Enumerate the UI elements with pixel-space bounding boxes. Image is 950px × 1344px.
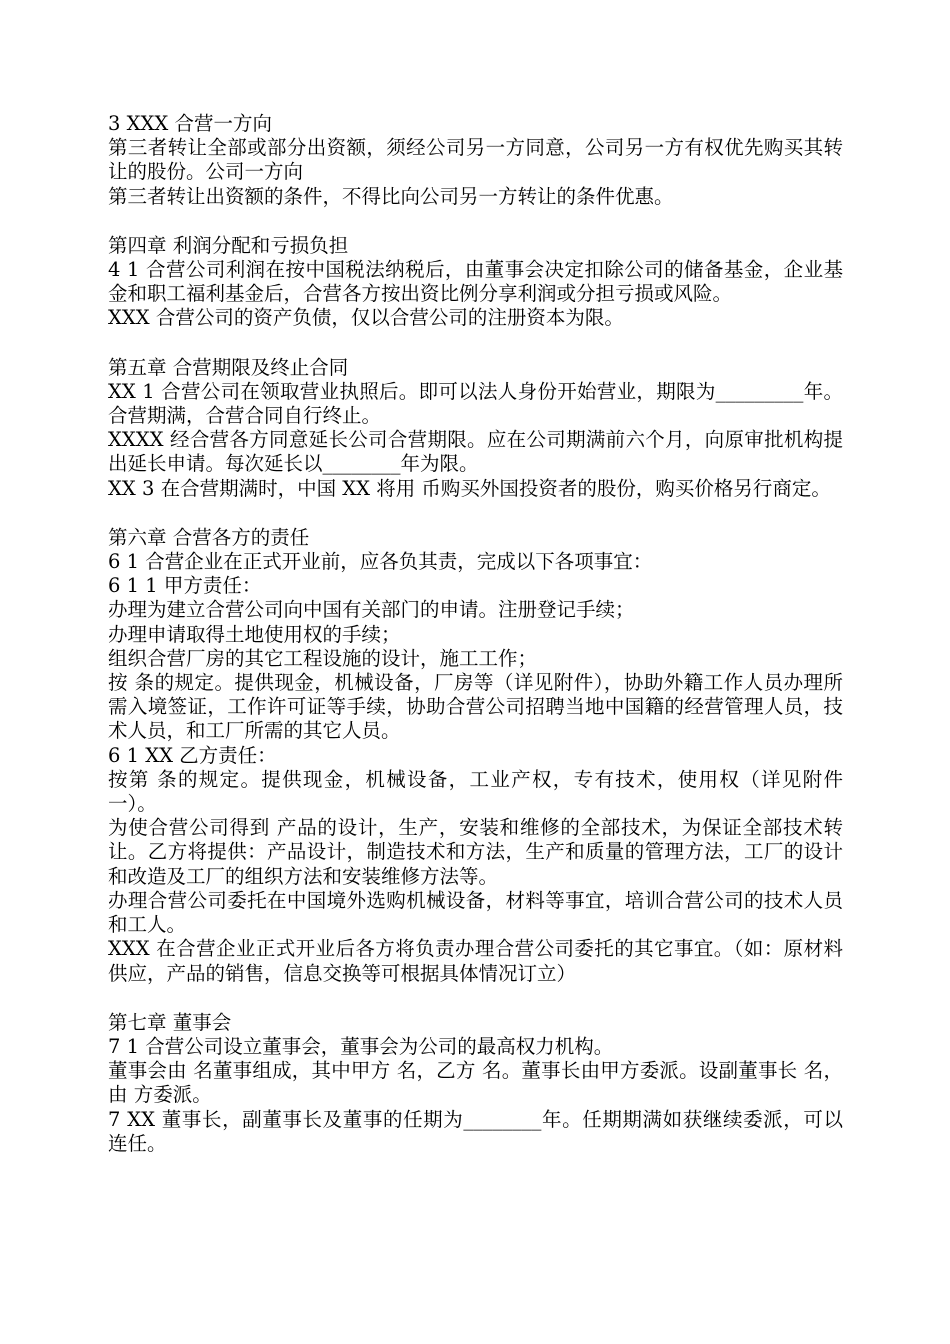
chapter-heading: 第六章 合营各方的责任 <box>108 525 310 549</box>
paragraph: XXXX 经合营各方同意延长公司合营期限。应在公司期满前六个月，向原审批机构提出延长申请。每次延长以________年为限。 <box>108 428 843 476</box>
paragraph: 办理合营公司委托在中国境外选购机械设备，材料等事宜，培训合营公司的技术人员和工人。 <box>108 888 843 937</box>
paragraph: 7 1 合营公司设立董事会，董事会为公司的最高权力机构。 <box>108 1034 614 1058</box>
paragraph: 3 XXX 合营一方向 <box>108 112 272 135</box>
document-page <box>108 112 843 1156</box>
paragraph: 按 条的规定。提供现金，机械设备，厂房等（详见附件），协助外籍工作人员办理所需入境签证，工作许可证等手续，协助合营公司招聘当地中国籍的经营管理人员，技术人员，和工厂所需的其它人员。 <box>108 671 843 743</box>
paragraph: XXX 在合营企业正式开业后各方将负责办理合营公司委托的其它事宜。（如：原材料供应，产品的销售，信息交换等可根据具体情况订立） <box>108 937 843 985</box>
blank-line <box>108 331 843 356</box>
paragraph: 办理为建立合营公司向中国有关部门的申请。注册登记手续； <box>108 598 635 622</box>
paragraph: 第三者转让出资额的条件，不得比向公司另一方转让的条件优惠。 <box>108 184 674 208</box>
paragraph: 办理申请取得土地使用权的手续； <box>108 622 401 646</box>
paragraph: XX 3 在合营期满时，中国 XX 将用 币购买外国投资者的股份，购买价格另行商定。 <box>108 476 831 500</box>
blank-line <box>108 986 843 1011</box>
paragraph: XX 1 合营公司在领取营业执照后。即可以法人身份开始营业，期限为_________年。合营期满，合营合同自行终止。 <box>108 379 843 428</box>
paragraph: 6 1 XX 乙方责任： <box>108 743 277 767</box>
paragraph: XXX 合营公司的资产负债，仅以合营公司的注册资本为限。 <box>108 306 624 330</box>
paragraph: 组织合营厂房的其它工程设施的设计，施工工作； <box>108 646 538 670</box>
paragraph: 第三者转让全部或部分出资额，须经公司另一方同意，公司另一方有权优先购买其转让的股份。公司一方向 <box>108 136 843 184</box>
paragraph: 7 XX 董事长，副董事长及董事的任期为________年。任期期满如获继续委派，可以连任。 <box>108 1107 843 1155</box>
paragraph: 4 1 合营公司利润在按中国税法纳税后，由董事会决定扣除公司的储备基金，企业基金和职工福利基金后，合营各方按出资比例分享利润或分担亏损或风险。 <box>108 258 843 306</box>
blank-line <box>108 501 843 526</box>
paragraph: 为使合营公司得到 产品的设计，生产，安装和维修的全部技术，为保证全部技术转让。乙方将提供：产品设计，制造技术和方法，生产和质量的管理方法，工厂的设计和改造及工厂的组织方法和安装维修方法等。 <box>108 816 843 888</box>
chapter-heading: 第七章 董事会 <box>108 1010 232 1034</box>
paragraph: 董事会由 名董事组成，其中甲方 名，乙方 名。董事长由甲方委派。设副董事长 名，由 方委派。 <box>108 1059 843 1107</box>
paragraph: 6 1 合营企业在正式开业前，应各负其责，完成以下各项事宜： <box>108 550 653 574</box>
chapter-heading: 第四章 利润分配和亏损负担 <box>108 233 349 257</box>
chapter-heading: 第五章 合营期限及终止合同 <box>108 355 349 379</box>
blank-line <box>108 209 843 234</box>
paragraph: 按第 条的规定。提供现金，机械设备，工业产权，专有技术，使用权（详见附件一）。 <box>108 767 843 816</box>
paragraph: 6 1 1 甲方责任： <box>108 574 262 598</box>
